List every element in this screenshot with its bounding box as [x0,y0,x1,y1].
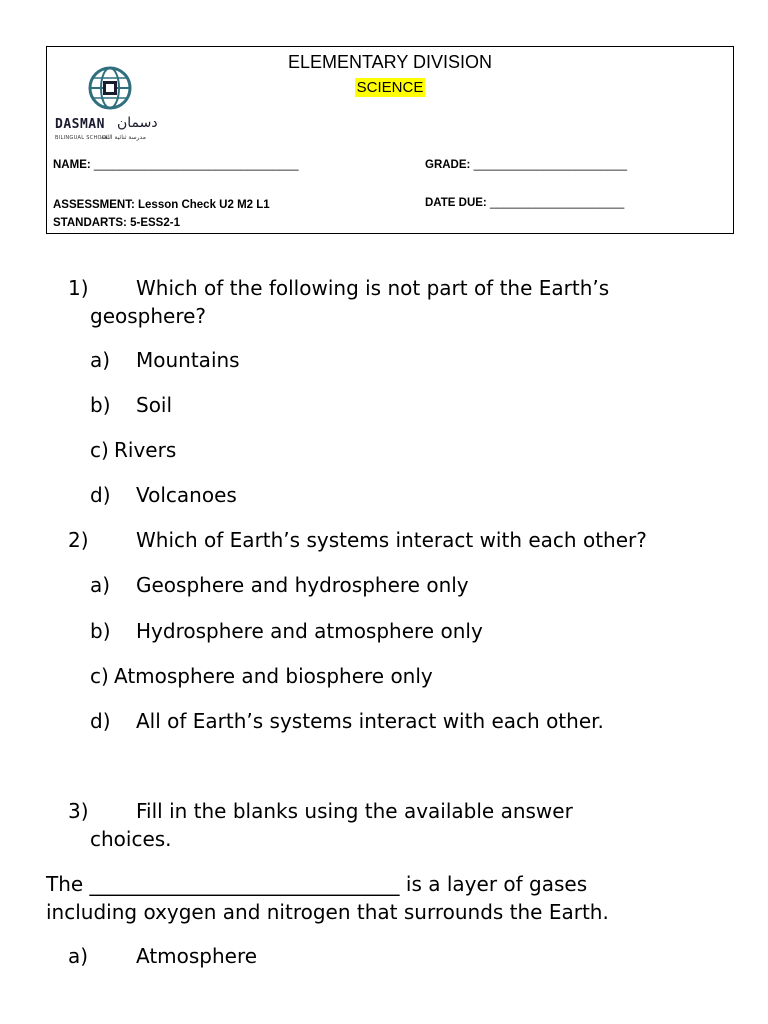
globe-icon [87,65,133,111]
assessment-value: Lesson Check U2 M2 L1 [138,199,270,211]
option-text: Soil [136,393,173,417]
option-text: Hydrosphere and atmosphere only [136,619,483,643]
option-text: Geosphere and hydrosphere only [136,573,469,597]
name-blank[interactable]: ________________________________ [93,159,299,171]
question-text-continued: geosphere? [90,304,207,328]
option-letter: a) [90,573,111,597]
question-text: Which of the following is not part of the Earth’s [136,276,610,300]
option-letter: d) [90,483,111,507]
option-letter: c) [90,664,109,688]
grade-blank[interactable]: ________________________ [473,159,628,171]
grade-label: GRADE: [425,159,471,171]
option-letter: a) [68,944,89,968]
grade-field [425,159,627,171]
assessment-field [53,199,270,211]
option-text: All of Earth’s systems interact with each other. [136,709,604,733]
assessment-label: ASSESSMENT: [53,199,135,211]
date-due-field [425,197,624,209]
question-text: Fill in the blanks using the available answer [136,799,573,823]
logo-arabic-subtitle: مدرسة ثنائية اللغة [101,134,146,141]
standards-label: STANDARTS: [53,217,127,229]
option-text: Mountains [136,348,240,372]
logo-subtitle: BILINGUAL SCHOOL [55,135,110,141]
standards-field [53,217,180,229]
date-due-label: DATE DUE: [425,197,487,209]
option-text: Atmosphere and biosphere only [114,664,433,688]
name-field [53,159,299,171]
option-text: Atmosphere [136,944,258,968]
option-letter: b) [90,393,111,417]
date-due-blank[interactable]: _____________________ [489,197,625,209]
fill-in-sentence: The _______________________________ is a layer of gases [46,872,588,896]
option-letter: c) [90,438,109,462]
header-box [46,46,734,234]
fill-in-sentence-continued: including oxygen and nitrogen that surrounds the Earth. [46,900,609,924]
standards-value: 5-ESS2-1 [130,217,180,229]
logo-arabic-name: دسمان [117,115,158,131]
subject-label: SCIENCE [356,79,424,96]
option-text: Rivers [114,438,177,462]
question-number: 2) [68,528,89,552]
school-logo [55,65,165,145]
question-number: 1) [68,276,89,300]
option-letter: a) [90,348,111,372]
question-text: Which of Earth’s systems interact with each other? [136,528,647,552]
option-text: Volcanoes [136,483,237,507]
division-title: ELEMENTARY DIVISION [287,52,493,72]
option-letter: d) [90,709,111,733]
logo-name: DASMAN [55,117,105,132]
name-label: NAME: [53,159,91,171]
option-letter: b) [90,619,111,643]
question-number: 3) [68,799,89,823]
question-text-continued: choices. [90,827,172,851]
